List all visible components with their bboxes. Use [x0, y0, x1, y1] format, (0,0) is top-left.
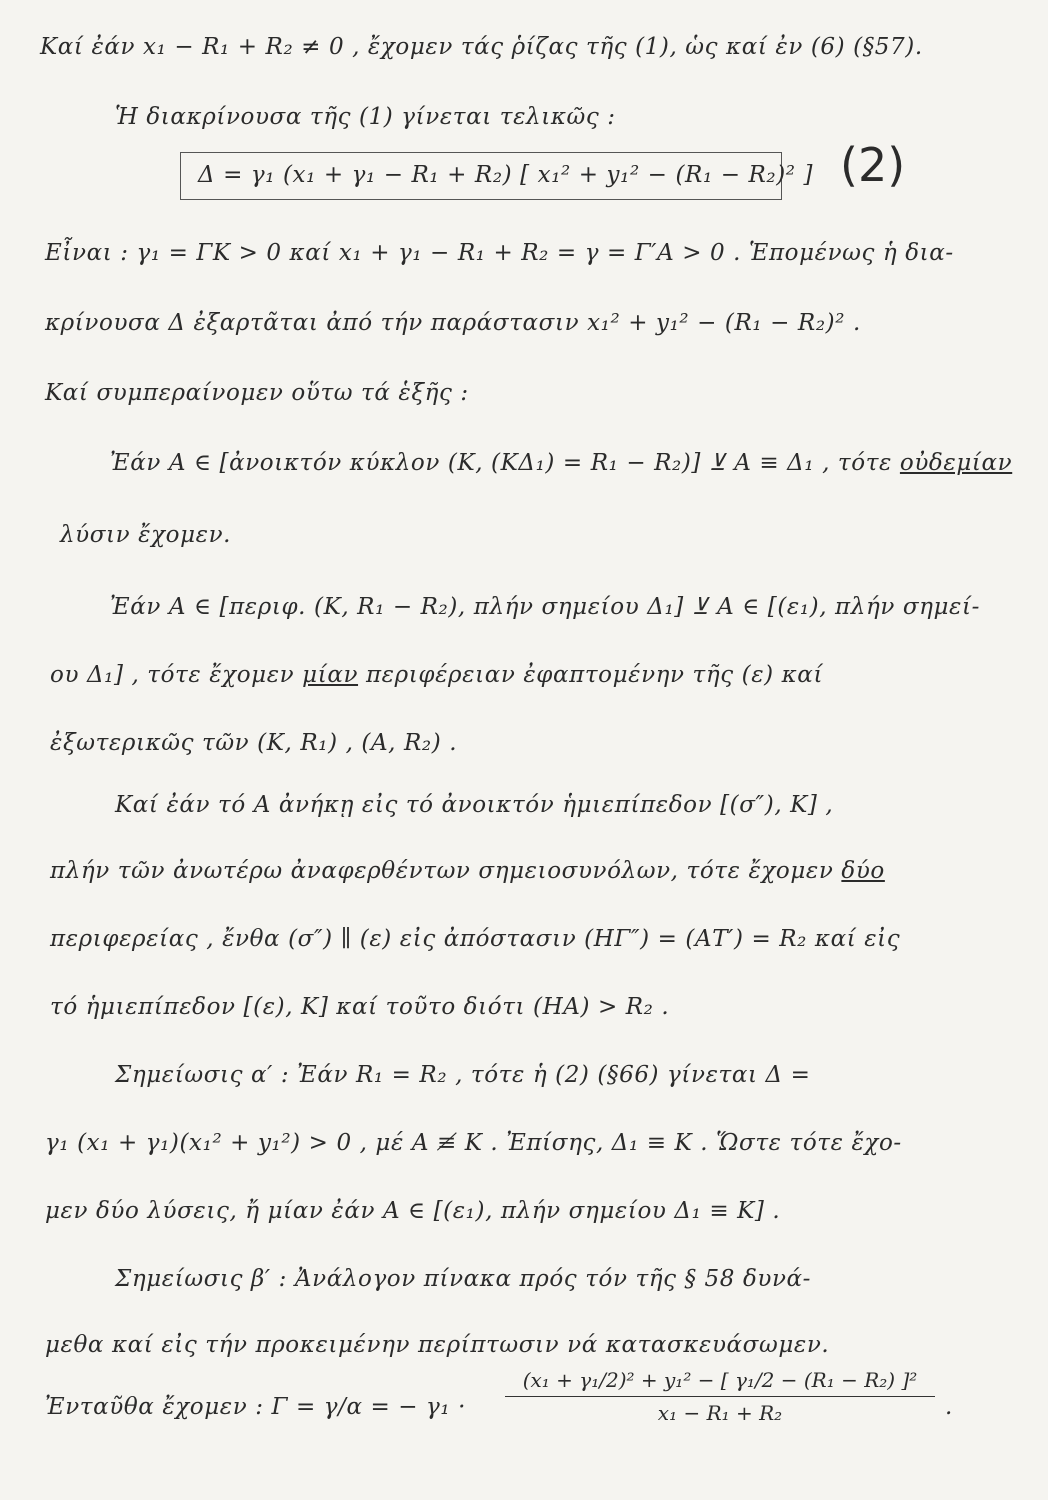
text-line-14: τό ἡμιεπίπεδον [(ε), Κ] καί τοῦτο διότι (ΗΑ) > R₂ .	[50, 994, 670, 1020]
underlined-word-none: οὐδεμίαν	[899, 450, 1013, 476]
text-line-3: Εἶναι : γ₁ = ΓΚ > 0 καί x₁ + γ₁ − R₁ + R₂ = γ = Γ′Α > 0 . Ἑπομένως ἡ δια-	[45, 240, 954, 266]
fraction-bar	[505, 1396, 935, 1397]
text-line-18: Σημείωσις β′ : Ἀνάλογον πίνακα πρός τόν τῆς § 58 δυνά-	[115, 1266, 812, 1292]
text-line-9a: ου Δ₁] , τότε ἔχομεν	[50, 662, 295, 688]
text-line-1: Καί ἐάν x₁ − R₁ + R₂ ≠ 0 , ἔχομεν τάς ῥίζας τῆς (1), ὡς καί ἐν (6) (§57).	[40, 34, 923, 60]
text-line-8: Ἐάν Α ∈ [περιφ. (Κ, R₁ − R₂), πλήν σημείου Δ₁] ⊻ Α ∈ [(ε₁), πλήν σημεί-	[110, 594, 980, 620]
fraction-numerator: (x₁ + γ₁/2)² + y₁² − [ γ₁/2 − (R₁ − R₂) ]²	[522, 1368, 918, 1392]
text-line-9	[50, 660, 823, 690]
underlined-word-one: μίαν	[302, 662, 359, 688]
text-line-5: Καί συμπεραίνομεν οὕτω τά ἑξῆς :	[45, 380, 469, 406]
text-line-7: λύσιν ἔχομεν.	[60, 522, 232, 548]
text-line-2: Ἡ διακρίνουσα τῆς (1) γίνεται τελικῶς :	[115, 104, 616, 130]
text-line-9b: περιφέρειαν ἐφαπτομένην τῆς (ε) καί	[365, 662, 824, 688]
fraction-denominator: x₁ − R₁ + R₂	[657, 1401, 783, 1425]
text-line-10: ἐξωτερικῶς τῶν (Κ, R₁) , (Α, R₂) .	[50, 730, 458, 756]
fraction-expression	[505, 1366, 935, 1427]
text-line-12	[50, 856, 885, 886]
underlined-word-two: δύο	[841, 858, 885, 884]
text-line-19: μεθα καί εἰς τήν προκειμένην περίπτωσιν νά κατασκευάσωμεν.	[45, 1332, 830, 1358]
text-line-15: Σημείωσις α′ : Ἐάν R₁ = R₂ , τότε ἡ (2) (§66) γίνεται Δ =	[115, 1062, 811, 1088]
text-line-12a: πλήν τῶν ἀνωτέρω ἀναφερθέντων σημειοσυνόλων, τότε ἔχομεν	[50, 858, 834, 884]
discriminant-equation: Δ = γ₁ (x₁ + γ₁ − R₁ + R₂) [ x₁² + y₁² − (R₁ − R₂)² ]	[198, 162, 814, 188]
text-line-6-main: Ἐάν Α ∈ [ἀνοικτόν κύκλον (Κ, (ΚΔ₁) = R₁ − R₂)] ⊻ Α ≡ Δ₁ , τότε	[110, 450, 892, 476]
text-line-11: Καί ἐάν τό Α ἀνήκῃ εἰς τό ἀνοικτόν ἡμιεπίπεδον [(σ″), Κ] ,	[115, 792, 834, 818]
closing-period: .	[945, 1394, 953, 1420]
text-line-4: κρίνουσα Δ ἐξαρτᾶται ἀπό τήν παράστασιν x₁² + y₁² − (R₁ − R₂)² .	[45, 310, 861, 336]
text-line-16: γ₁ (x₁ + γ₁)(x₁² + y₁²) > 0 , μέ Α ≢ Κ . Ἐπίσης, Δ₁ ≡ Κ . Ὥστε τότε ἔχο-	[45, 1130, 902, 1156]
text-line-6	[110, 448, 1012, 478]
text-line-20: Ἐνταῦθα ἔχομεν : Γ = γ/α = − γ₁ ·	[45, 1394, 467, 1420]
text-line-13: περιφερείας , ἔνθα (σ″) ∥ (ε) εἰς ἀπόστασιν (ΗΓ″) = (ΑΤ′) = R₂ καί εἰς	[50, 926, 901, 952]
equation-number: (2)	[840, 138, 906, 192]
text-line-17: μεν δύο λύσεις, ἤ μίαν ἐάν Α ∈ [(ε₁), πλήν σημείου Δ₁ ≡ Κ] .	[45, 1198, 781, 1224]
